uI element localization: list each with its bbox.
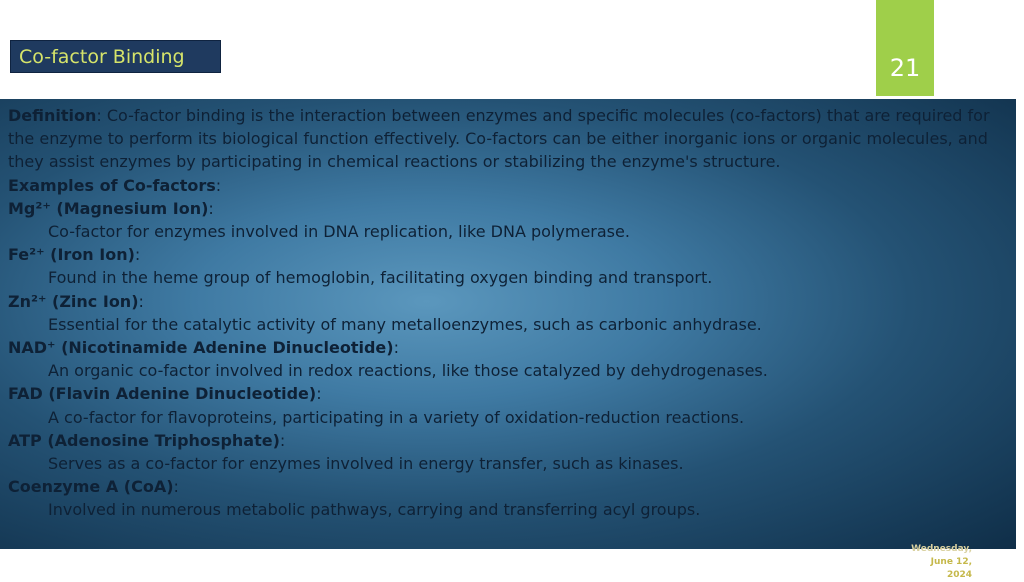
definition-paragraph xyxy=(8,104,1008,174)
cofactor-desc: A co-factor for flavoproteins, participating in a variety of oxidation-reduction reactions. xyxy=(48,407,745,427)
cofactor-name: NAD⁺ (Nicotinamide Adenine Dinucleotide): xyxy=(8,338,399,358)
cofactor-name: ATP (Adenosine Triphosphate): xyxy=(8,430,286,450)
date-month-day: June 12, xyxy=(930,557,972,567)
cofactor-name: FAD (Flavin Adenine Dinucleotide): xyxy=(8,384,322,404)
cofactor-desc: Essential for the catalytic activity of many metalloenzymes, such as carbonic anhydrase. xyxy=(48,314,762,334)
page-number: 21 xyxy=(889,54,921,82)
cofactor-name-text: Coenzyme A (CoA) xyxy=(8,477,174,497)
definition-text: : Co-factor binding is the interaction between enzymes and specific molecules (co-factors) that are required for the enzyme to perform its biological function effectively. Co-factors can be either inorganic ions or organic molecules, and they assist enzymes by participating in chemical reactions or stabilizing the enzyme's structure. xyxy=(8,106,990,172)
cofactor-name: Coenzyme A (CoA): xyxy=(8,477,179,497)
date-weekday: Wednesday, xyxy=(911,544,972,554)
cofactor-desc: Serves as a co-factor for enzymes involved in energy transfer, such as kinases. xyxy=(48,454,684,474)
definition-label: Definition xyxy=(8,106,97,125)
date-year: 2024 xyxy=(946,570,972,580)
page-number-tab xyxy=(876,0,934,96)
cofactor-desc: Found in the heme group of hemoglobin, facilitating oxygen binding and transport. xyxy=(48,268,713,288)
cofactor-name-text: FAD (Flavin Adenine Dinucleotide) xyxy=(8,384,317,404)
cofactor-desc: An organic co-factor involved in redox reactions, like those catalyzed by dehydrogenases. xyxy=(48,361,768,381)
examples-label: Examples of Co-factors xyxy=(8,175,216,195)
cofactor-name-text: Fe²⁺ (Iron Ion) xyxy=(8,245,135,265)
cofactor-desc: Co-factor for enzymes involved in DNA replication, like DNA polymerase. xyxy=(48,222,630,242)
content-box xyxy=(0,99,1016,549)
cofactor-name: Zn²⁺ (Zinc Ion): xyxy=(8,291,144,311)
cofactor-desc: Involved in numerous metabolic pathways, carrying and transferring acyl groups. xyxy=(48,500,701,520)
examples-colon: : xyxy=(215,175,222,195)
cofactor-name-text: Zn²⁺ (Zinc Ion) xyxy=(8,291,139,311)
cofactor-name: Fe²⁺ (Iron Ion): xyxy=(8,245,141,265)
cofactor-name-text: ATP (Adenosine Triphosphate) xyxy=(8,430,280,450)
cofactor-name-text: NAD⁺ (Nicotinamide Adenine Dinucleotide) xyxy=(8,338,394,358)
slide-title: Co-factor Binding xyxy=(10,40,221,73)
examples-heading xyxy=(8,174,1008,197)
slide-date xyxy=(892,543,972,582)
cofactor-name: Mg²⁺ (Magnesium Ion): xyxy=(8,198,214,218)
cofactor-name-text: Mg²⁺ (Magnesium Ion) xyxy=(8,198,209,218)
